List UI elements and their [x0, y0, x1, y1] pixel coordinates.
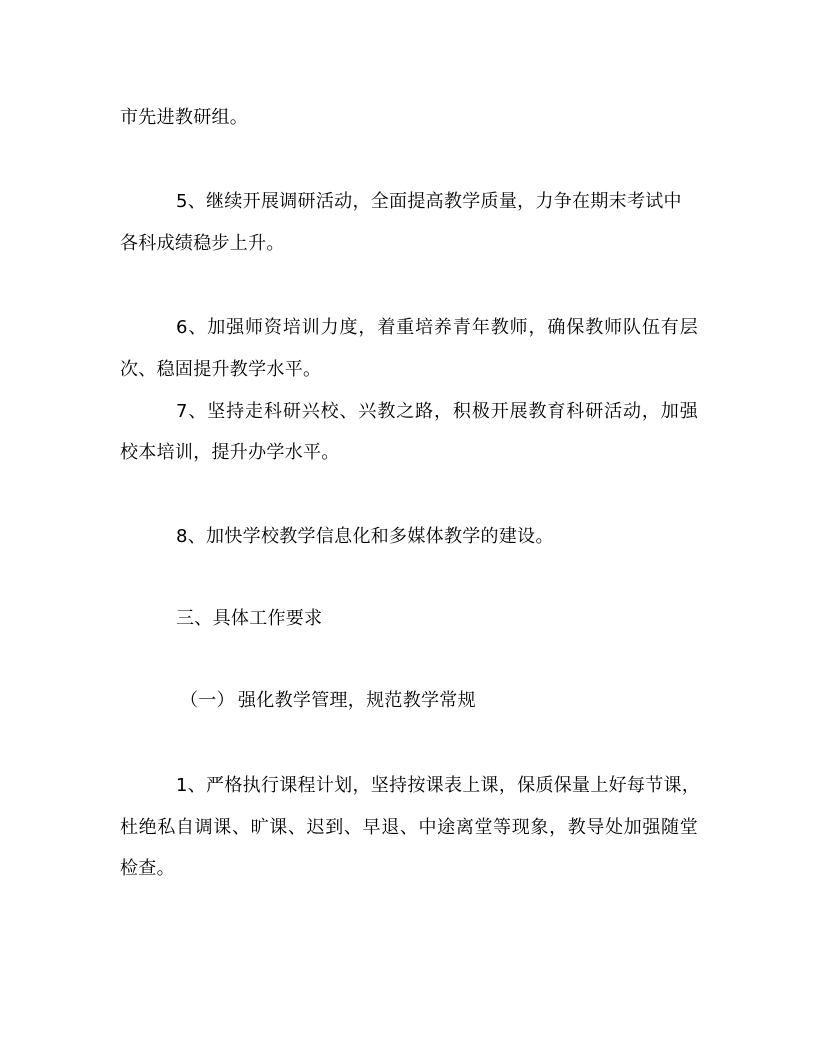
paragraph-line: 7、坚持走科研兴校、兴教之路，积极开展教育科研活动，加强: [176, 401, 698, 422]
subsection-number: （一）: [180, 690, 235, 711]
paragraph-line: 6、加强师资培训力度，着重培养青年教师，确保教师队伍有层: [176, 317, 698, 338]
paragraph-line: 5、继续开展调研活动，全面提高教学质量，力争在期末考试中: [176, 191, 682, 212]
subsection-title: 强化教学管理，规范教学常规: [238, 690, 476, 711]
paragraph-line: 杜绝私自调课、旷课、迟到、早退、中途离堂等现象，教导处加强随堂: [120, 817, 698, 838]
paragraph-line: 8、加快学校教学信息化和多媒体教学的建设。: [176, 526, 554, 547]
paragraph-line: 校本培训，提升办学水平。: [120, 442, 340, 463]
section-heading: 三、具体工作要求: [176, 608, 323, 629]
paragraph-line: 各科成绩稳步上升。: [120, 233, 285, 254]
paragraph-line: 检查。: [120, 858, 175, 879]
paragraph-line: 市先进教研组。: [120, 107, 249, 128]
paragraph-line: 1、严格执行课程计划，坚持按课表上课，保质保量上好每节课，: [176, 775, 701, 796]
subsection-heading: [180, 689, 760, 713]
paragraph-line: 次、稳固提升教学水平。: [120, 359, 322, 380]
